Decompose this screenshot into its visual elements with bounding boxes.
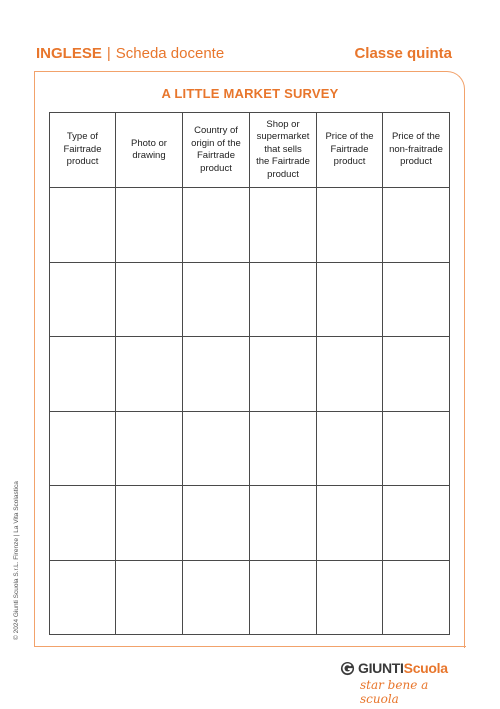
logo-brand [358, 660, 448, 676]
table-cell[interactable] [116, 560, 183, 635]
logo-brand-name: GIUNTI [358, 660, 404, 676]
table-cell[interactable] [183, 486, 250, 561]
column-header: Photo or drawing [116, 113, 183, 188]
table-cell[interactable] [250, 560, 317, 635]
subject-label [36, 45, 224, 62]
table-cell[interactable] [383, 262, 450, 337]
table-row [50, 486, 450, 561]
table-cell[interactable] [116, 188, 183, 263]
table-row [50, 262, 450, 337]
table-cell[interactable] [250, 262, 317, 337]
table-row [50, 411, 450, 486]
table-cell[interactable] [183, 337, 250, 412]
table-cell[interactable] [383, 337, 450, 412]
table-cell[interactable] [317, 337, 383, 412]
worksheet-title: A LITTLE MARKET SURVEY [161, 86, 339, 101]
table-cell[interactable] [250, 188, 317, 263]
table-cell[interactable] [317, 411, 383, 486]
table-cell[interactable] [317, 486, 383, 561]
table-cell[interactable] [183, 560, 250, 635]
table-cell[interactable] [50, 486, 116, 561]
table-cell[interactable] [250, 411, 317, 486]
header-separator: | [106, 45, 111, 62]
table-cell[interactable] [383, 486, 450, 561]
table-cell[interactable] [317, 560, 383, 635]
table-row [50, 188, 450, 263]
logo-tagline: star bene a scuola [360, 678, 429, 706]
copyright-notice [13, 470, 23, 650]
table-cell[interactable] [116, 486, 183, 561]
content-frame-left-border [34, 71, 35, 647]
column-header: Price of the Fairtrade product [317, 113, 383, 188]
table-cell[interactable] [116, 411, 183, 486]
logo-brand-accent: Scuola [403, 660, 448, 676]
table-cell[interactable] [116, 337, 183, 412]
table-cell[interactable] [383, 188, 450, 263]
table-body [50, 188, 450, 635]
table-cell[interactable] [50, 560, 116, 635]
giunti-g-logo-icon [340, 661, 355, 676]
table-cell[interactable] [250, 337, 317, 412]
table-cell[interactable] [383, 560, 450, 635]
column-header: Price of the non-fraitrade product [383, 113, 450, 188]
table-cell[interactable] [383, 411, 450, 486]
table-header-row [50, 113, 450, 188]
content-frame-bottom-border [34, 646, 466, 647]
column-header: Country of origin of the Fairtrade product [183, 113, 250, 188]
table-row [50, 560, 450, 635]
table-cell[interactable] [50, 262, 116, 337]
copyright-text: © 2024 Giunti Scuola S.r.L. Firenze | La Vita Scolastica [13, 481, 20, 640]
table-row [50, 337, 450, 412]
table-cell[interactable] [250, 486, 317, 561]
table-cell[interactable] [317, 188, 383, 263]
table-cell[interactable] [183, 411, 250, 486]
class-label: Classe quinta [354, 45, 452, 62]
table-cell[interactable] [50, 188, 116, 263]
sheet-type: Scheda docente [115, 45, 225, 62]
subject-name: INGLESE [36, 45, 102, 62]
table-cell[interactable] [183, 262, 250, 337]
table-cell[interactable] [183, 188, 250, 263]
table-cell[interactable] [116, 262, 183, 337]
publisher-logo [340, 660, 452, 706]
survey-table [49, 112, 450, 635]
table-cell[interactable] [50, 411, 116, 486]
page-header [36, 45, 452, 67]
table-cell[interactable] [317, 262, 383, 337]
table-cell[interactable] [50, 337, 116, 412]
column-header: Type of Fairtrade product [50, 113, 116, 188]
column-header: Shop or supermarket that sells the Fairtrade product [250, 113, 317, 188]
